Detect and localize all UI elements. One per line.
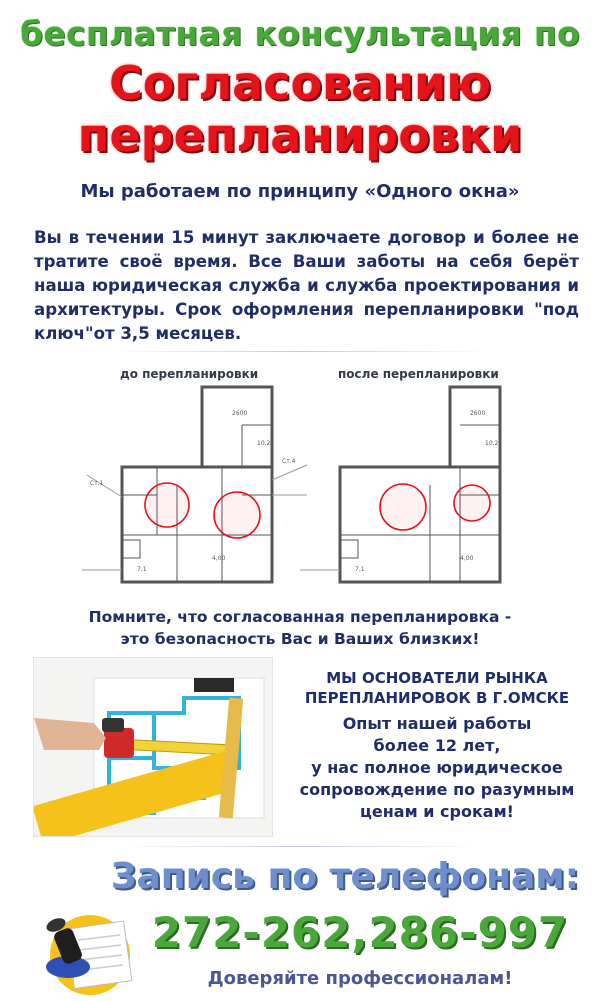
header-title-line-2: Согласованию [109,56,491,110]
before-floor-plan [82,385,312,605]
svg-text:7,1: 7,1 [137,566,147,573]
subtitle: Мы работаем по принципу «Одного окна» [80,181,520,202]
svg-text:10,2: 10,2 [257,440,271,447]
divider [110,351,490,352]
experience-statement [278,713,596,823]
experience-line-5: ценам и срокам! [360,802,514,821]
founders-line-2: ПЕРЕПЛАНИРОВОК В Г.ОМСКЕ [304,689,570,707]
reminder-line-1: Помните, что согласованная перепланировка - [88,608,512,626]
svg-text:4,00: 4,00 [460,555,474,562]
founders-statement [278,668,596,708]
experience-line-2: более 12 лет, [373,736,501,755]
svg-text:2600: 2600 [470,410,486,417]
reminder-line-2: это безопасность Вас и Ваших близких! [120,630,480,648]
header-title-line-3: перепланировки [77,108,523,162]
stamp-document-icon [28,905,138,995]
svg-text:7,1: 7,1 [355,566,365,573]
safety-reminder [0,606,600,650]
after-plan-label: после перепланировки [338,367,499,381]
after-floor-plan [300,385,530,605]
experience-line-3: у нас полное юридическое [311,758,563,777]
svg-text:Ст.4: Ст.4 [282,458,296,465]
founders-line-1: МЫ ОСНОВАТЕЛИ РЫНКА [326,669,548,687]
tagline: Доверяйте профессионалам! [207,968,513,989]
experience-line-4: сопровождение по разумным [299,780,575,799]
divider [120,846,480,847]
body-paragraph: Вы в течении 15 минут заключаете договор и более не тратите своё время. Все Ваши заботы на себя берёт наша юридическая служба и служба проектирования и архитектуры. Срок оформления перепланировки "под ключ"от 3,5 месяцев. [34,228,579,343]
phone-caption: Запись по телефонам: [110,856,580,897]
svg-text:2600: 2600 [232,410,248,417]
experience-line-1: Опыт нашей работы [342,714,532,733]
svg-text:10,2: 10,2 [485,440,499,447]
svg-text:Ст.1: Ст.1 [90,480,104,487]
svg-text:4,00: 4,00 [212,555,226,562]
header-line-1: бесплатная консультация по [19,14,580,53]
measuring-plan-photo [33,657,273,837]
before-plan-label: до перепланировки [120,367,259,381]
phone-numbers[interactable]: 272-262,286-997 [151,908,569,957]
